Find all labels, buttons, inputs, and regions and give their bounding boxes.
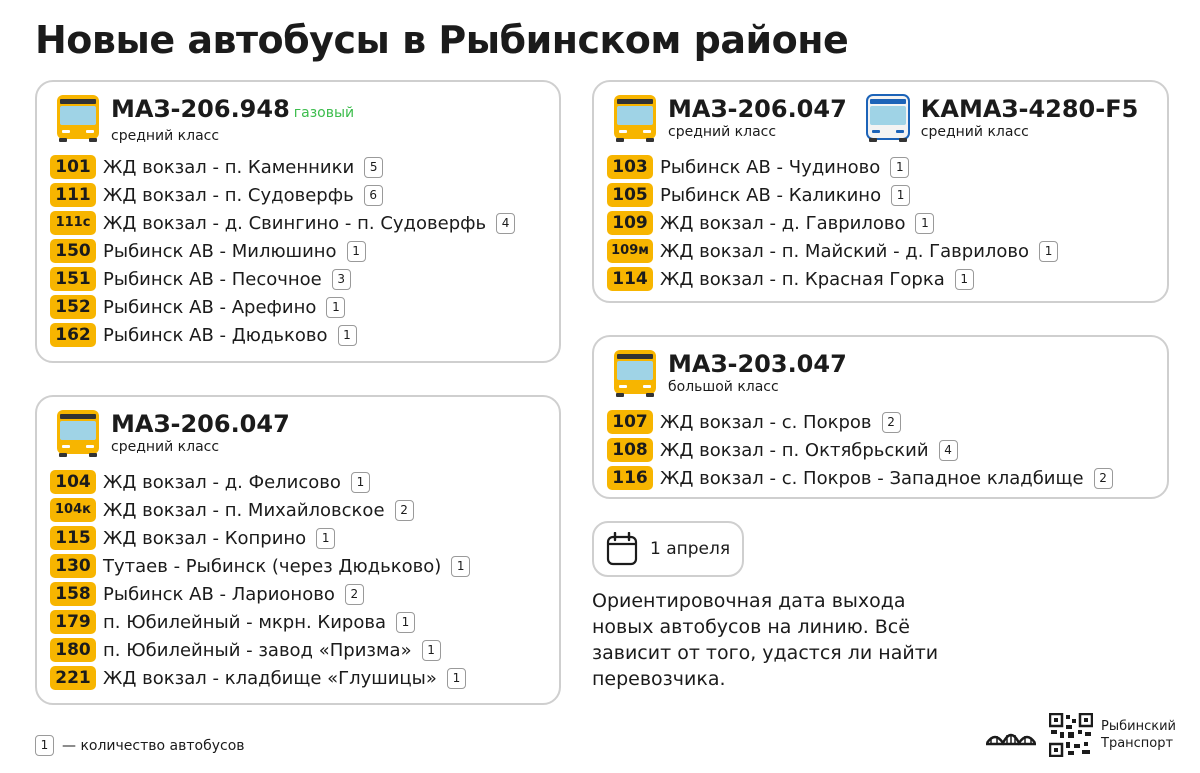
route-number: 221 [50,666,96,690]
route-row [607,464,1113,492]
route-list [50,468,470,692]
route-number: 109 [607,211,653,235]
route-name: ЖД вокзал - с. Покров [660,411,872,433]
yellow-bus-icon [612,349,658,397]
card-header [612,349,847,397]
bus-class: средний класс [920,124,1029,140]
route-row [50,496,470,524]
route-name: Рыбинск АВ - Песочное [103,268,322,290]
launch-date: 1 апреля [650,539,731,559]
route-name: п. Юбилейный - завод «Призма» [103,639,412,661]
route-row [50,321,515,349]
bus-count-badge: 1 [447,668,466,689]
route-name: Тутаев - Рыбинск (через Дюдьково) [103,555,442,577]
bus-model: МАЗ-206.047 [668,95,847,123]
bus-count-badge: 5 [364,157,383,178]
route-row [50,265,515,293]
route-list [607,408,1113,492]
route-name: ЖД вокзал - п. Михайловское [103,499,385,521]
bus-count-badge: 2 [395,500,414,521]
bus-card-maz-206-948 [35,80,561,363]
card-header [55,94,354,144]
brand-name-line2: Транспорт [1101,736,1174,751]
route-row [50,237,515,265]
route-row [50,468,470,496]
route-row [607,436,1113,464]
brand [985,713,1176,757]
route-number: 130 [50,554,96,578]
route-row [50,552,470,580]
route-name: ЖД вокзал - п. Красная Горка [660,268,945,290]
route-name: п. Юбилейный - мкрн. Кирова [103,611,386,633]
bus-class: средний класс [111,128,220,144]
bus-count-badge: 1 [351,472,370,493]
route-number: 162 [50,323,96,347]
route-row [607,265,1058,293]
route-number: 111 [50,183,96,207]
route-row [50,664,470,692]
route-number: 111с [50,211,96,235]
route-number: 105 [607,183,653,207]
route-name: ЖД вокзал - д. Свингино - п. Судоверфь [103,212,487,234]
route-number: 116 [607,466,653,490]
route-row [50,636,470,664]
route-name: ЖД вокзал - кладбище «Глушицы» [103,667,437,689]
bus-count-badge: 4 [939,440,958,461]
route-name: ЖД вокзал - п. Октябрьский [660,439,929,461]
bus-count-badge: 6 [364,185,383,206]
bus-count-badge: 3 [332,269,351,290]
bus-count-badge: 2 [345,584,364,605]
bus-count-badge: 1 [890,157,909,178]
bus-count-badge: 1 [326,297,345,318]
route-row [50,153,515,181]
route-number: 152 [50,295,96,319]
card-header [612,94,1138,142]
bus-model: МАЗ-206.948 [111,95,290,123]
route-number: 104к [50,498,96,522]
route-row [50,580,470,608]
route-number: 158 [50,582,96,606]
fuel-type: газовый [293,105,355,121]
route-row [50,608,470,636]
bus-class: большой класс [668,379,779,395]
yellow-bus-icon [612,94,658,142]
route-number: 151 [50,267,96,291]
bus-count-badge: 4 [496,213,515,234]
route-number: 103 [607,155,653,179]
route-number: 115 [50,526,96,550]
route-number: 108 [607,438,653,462]
route-number: 107 [607,410,653,434]
bus-model: МАЗ-203.047 [668,350,847,378]
bus-count-badge: 1 [338,325,357,346]
page-title: Новые автобусы в Рыбинском районе [35,18,849,62]
route-row [50,524,470,552]
route-row [607,153,1058,181]
route-name: ЖД вокзал - с. Покров - Западное кладбище [660,467,1084,489]
route-number: 101 [50,155,96,179]
legend-count-badge: 1 [35,735,54,756]
blue-bus-icon [865,94,911,142]
bridge-logo-icon [985,719,1037,751]
card-header [55,409,290,457]
bus-count-badge: 1 [955,269,974,290]
route-number: 104 [50,470,96,494]
bus-card-maz-203-047 [592,335,1169,499]
bus-class: средний класс [668,124,777,140]
bus-count-badge: 1 [891,185,910,206]
route-name: ЖД вокзал - Коприно [103,527,307,549]
route-row [50,209,515,237]
route-number: 150 [50,239,96,263]
route-number: 180 [50,638,96,662]
route-name: ЖД вокзал - п. Майский - д. Гаврилово [660,240,1030,262]
bus-card-maz-kamaz [592,80,1169,303]
legend-text: — количество автобусов [62,737,245,754]
launch-note: Ориентировочная дата выхода новых автобусов на линию. Всё зависит от того, удастся ли найти перевозчика. [592,590,939,690]
qr-code-icon [1049,713,1093,757]
route-name: Рыбинск АВ - Дюдьково [103,324,328,346]
route-number: 179 [50,610,96,634]
route-name: Рыбинск АВ - Чудиново [660,156,881,178]
route-name: ЖД вокзал - д. Гаврилово [660,212,906,234]
bus-count-badge: 1 [316,528,335,549]
route-row [607,181,1058,209]
bus-count-badge: 1 [451,556,470,577]
bus-count-badge: 1 [422,640,441,661]
calendar-icon [606,532,638,566]
bus-count-badge: 1 [396,612,415,633]
route-name: Рыбинск АВ - Ларионово [103,583,335,605]
bus-count-badge: 1 [915,213,934,234]
route-name: Рыбинск АВ - Милюшино [103,240,337,262]
legend [35,735,245,756]
bus-class: средний класс [111,439,220,455]
bus-model: КАМАЗ-4280-F5 [920,95,1139,123]
route-list [50,153,515,349]
route-row [50,181,515,209]
route-row [50,293,515,321]
bus-count-badge: 2 [882,412,901,433]
brand-name-line1: Рыбинский [1101,719,1176,734]
bus-model: МАЗ-206.047 [111,410,290,438]
route-name: ЖД вокзал - д. Фелисово [103,471,341,493]
route-name: Рыбинск АВ - Каликино [660,184,882,206]
yellow-bus-icon [55,409,101,457]
route-row [607,237,1058,265]
bus-count-badge: 1 [1039,241,1058,262]
bus-count-badge: 2 [1094,468,1113,489]
route-name: Рыбинск АВ - Арефино [103,296,317,318]
route-name: ЖД вокзал - п. Судоверфь [103,184,354,206]
route-number: 109м [607,239,653,263]
bus-card-maz-206-047 [35,395,561,705]
route-number: 114 [607,267,653,291]
bus-count-badge: 1 [347,241,366,262]
route-row [607,209,1058,237]
yellow-bus-icon [55,94,101,142]
date-box [592,521,744,577]
route-name: ЖД вокзал - п. Каменники [103,156,355,178]
route-row [607,408,1113,436]
route-list [607,153,1058,293]
